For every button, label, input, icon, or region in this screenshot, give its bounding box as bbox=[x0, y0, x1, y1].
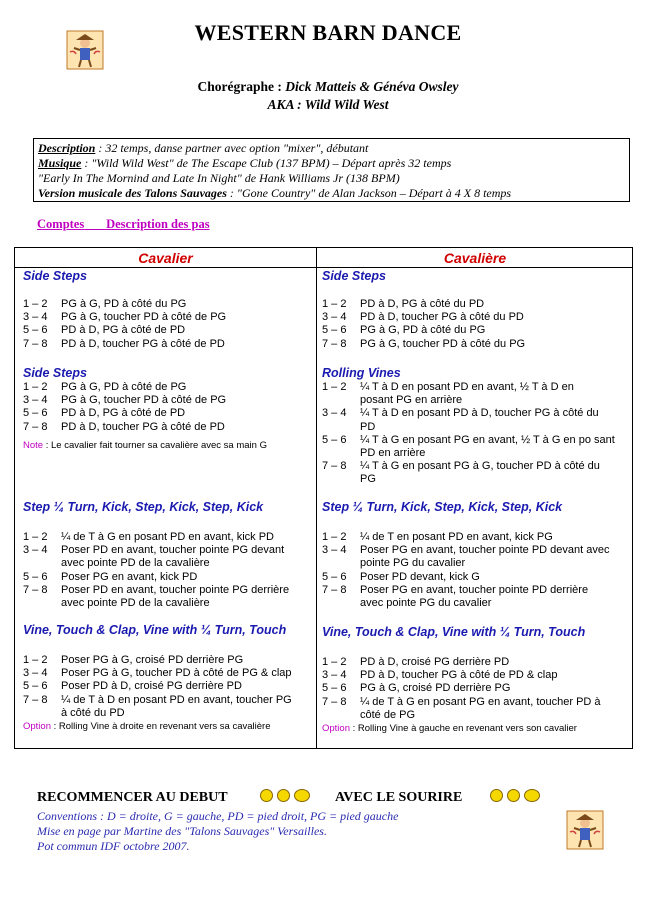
step-count: 3 – 4 bbox=[23, 311, 48, 324]
step-row bbox=[23, 394, 315, 407]
step-row bbox=[23, 694, 315, 707]
step-count: 5 – 6 bbox=[23, 570, 48, 583]
section-title: Side Steps bbox=[23, 366, 87, 380]
option-line bbox=[23, 720, 271, 733]
step-description: côté de PG bbox=[360, 708, 416, 721]
layout-credit-line: Mise en page par Martine des "Talons Sauvages" Versailles. bbox=[37, 824, 327, 838]
recommencer-text: RECOMMENCER AU DEBUT bbox=[37, 790, 228, 805]
step-count: 5 – 6 bbox=[23, 324, 48, 337]
smiley-icon bbox=[294, 789, 310, 802]
note-line bbox=[23, 439, 267, 452]
sourire-text: AVEC LE SOURIRE bbox=[335, 790, 463, 805]
step-count: 5 – 6 bbox=[322, 570, 347, 583]
step-description: Poser PG en avant, toucher pointe PD derrière bbox=[360, 583, 589, 596]
step-count bbox=[322, 421, 360, 434]
step-count bbox=[322, 709, 360, 722]
step-description: avec pointe PD de la cavalière bbox=[61, 557, 210, 570]
step-description: ¼ T à G en posant PG en avant, ½ T à G en po sant bbox=[360, 433, 615, 446]
step-count: 5 – 6 bbox=[322, 324, 347, 337]
step-description: Poser PG en avant, toucher pointe PD devant avec bbox=[360, 544, 610, 557]
choreographer-names: Dick Matteis & Généva Owsley bbox=[285, 79, 459, 94]
step-count: 3 – 4 bbox=[322, 669, 347, 682]
step-row bbox=[23, 557, 315, 570]
section-title: Side Steps bbox=[23, 269, 87, 283]
step-count bbox=[23, 557, 61, 570]
step-description: PG à G, PD à côté du PG bbox=[360, 324, 486, 337]
description-box bbox=[33, 138, 630, 202]
step-description: PD à D, PG à côté de PD bbox=[61, 407, 186, 420]
step-count bbox=[322, 473, 360, 486]
step-row bbox=[322, 571, 630, 584]
option-line bbox=[322, 722, 577, 735]
version-text: : "Gone Country" de Alan Jackson – Départ à 4 X 8 temps bbox=[226, 186, 512, 200]
step-description: PG à G, toucher PD à côté du PG bbox=[360, 337, 526, 350]
cavalier-column bbox=[23, 248, 315, 748]
description-text: : 32 temps, danse partner avec option "mixer", débutant bbox=[95, 141, 369, 155]
step-row bbox=[23, 584, 315, 597]
step-count bbox=[322, 394, 360, 407]
step-row bbox=[322, 298, 630, 311]
step-row bbox=[322, 338, 630, 351]
step-description: Poser PG à G, croisé PD derrière PG bbox=[61, 654, 244, 666]
step-description: PD à D, toucher PG à côté de PD & clap bbox=[360, 669, 558, 682]
step-count bbox=[322, 557, 360, 570]
step-row bbox=[322, 656, 630, 669]
step-count bbox=[322, 447, 360, 460]
column-divider bbox=[316, 248, 317, 748]
step-count: 7 – 8 bbox=[322, 460, 347, 473]
section-title: Step ¼ Turn, Kick, Step, Kick, Step, Kick bbox=[23, 500, 264, 514]
section-title: Step ¼ Turn, Kick, Step, Kick, Step, Kick bbox=[322, 500, 563, 514]
cavalier-header: Cavalier bbox=[138, 250, 193, 266]
aka-line: AKA : Wild Wild West bbox=[267, 97, 389, 112]
club-logo-bottom bbox=[566, 810, 604, 850]
smiley-icon bbox=[524, 789, 540, 802]
step-description: avec pointe PD de la cavalière bbox=[61, 597, 210, 609]
smiley-icon bbox=[277, 789, 290, 802]
step-count: 3 – 4 bbox=[322, 544, 347, 557]
smiley-group-left bbox=[260, 789, 310, 802]
step-description: PD à D, toucher PG à côté de PD bbox=[61, 420, 225, 433]
step-count bbox=[23, 707, 61, 720]
step-count: 3 – 4 bbox=[23, 394, 48, 407]
step-description: ¼ de T à G en posant PD en avant, kick PD bbox=[61, 531, 274, 543]
step-description: pointe PG du cavalier bbox=[360, 557, 466, 570]
step-row bbox=[322, 557, 630, 570]
step-row bbox=[322, 381, 630, 394]
step-count: 7 – 8 bbox=[322, 337, 347, 350]
step-count bbox=[23, 597, 61, 610]
smiley-icon bbox=[507, 789, 520, 802]
step-row bbox=[322, 434, 630, 447]
step-row bbox=[322, 682, 630, 695]
comptes-label: Comptes bbox=[37, 217, 85, 231]
step-description: PD à D, PG à côté de PD bbox=[61, 324, 186, 337]
step-row bbox=[322, 531, 630, 544]
step-row bbox=[322, 407, 630, 420]
step-row bbox=[23, 531, 315, 544]
step-row bbox=[23, 407, 315, 420]
step-count: 5 – 6 bbox=[322, 433, 347, 446]
smiley-icon bbox=[490, 789, 503, 802]
description-pas-label: Description des pas bbox=[106, 217, 210, 231]
step-row bbox=[23, 544, 315, 557]
step-row bbox=[322, 447, 630, 460]
step-description: PD à D, toucher PG à côté du PD bbox=[360, 311, 524, 324]
step-row bbox=[322, 324, 630, 337]
step-description: ¼ de T à G en posant PG en avant, toucher PD à bbox=[360, 695, 601, 708]
step-row bbox=[23, 311, 315, 324]
step-description: PD bbox=[360, 420, 376, 433]
step-description: ¼ T à D en posant PD à D, toucher PG à côté du bbox=[360, 407, 599, 420]
music-alt-text: "Early In The Mornind and Late In Night" de Hank Williams Jr (138 BPM) bbox=[38, 171, 400, 185]
step-row bbox=[23, 597, 315, 610]
step-row bbox=[322, 696, 630, 709]
step-row bbox=[23, 571, 315, 584]
note-text: : Le cavalier fait tourner sa cavalière avec sa main G bbox=[43, 440, 267, 451]
step-row bbox=[23, 680, 315, 693]
step-count: 7 – 8 bbox=[23, 693, 48, 706]
step-count: 1 – 2 bbox=[23, 298, 48, 310]
step-count: 5 – 6 bbox=[322, 682, 347, 695]
cavaliere-header: Cavalière bbox=[443, 250, 507, 266]
step-count: 7 – 8 bbox=[23, 583, 48, 596]
step-row bbox=[322, 669, 630, 682]
step-description: PG à G, PD à côté de PG bbox=[61, 381, 187, 393]
step-row bbox=[23, 338, 315, 351]
step-count: 1 – 2 bbox=[322, 381, 347, 393]
step-row bbox=[322, 544, 630, 557]
step-count: 7 – 8 bbox=[322, 583, 347, 596]
step-row bbox=[322, 597, 630, 610]
step-count: 1 – 2 bbox=[23, 381, 48, 393]
footer-notes bbox=[37, 809, 398, 854]
step-description: à côté du PD bbox=[61, 706, 125, 719]
step-row bbox=[322, 709, 630, 722]
step-row bbox=[23, 381, 315, 394]
description-label: Description bbox=[38, 141, 96, 155]
step-description: Poser PG à G, toucher PD à côté de PG & clap bbox=[61, 667, 292, 680]
step-description: ¼ de T en posant PD en avant, kick PG bbox=[360, 531, 553, 543]
cavaliere-column bbox=[322, 248, 630, 748]
option-label: Option bbox=[23, 721, 51, 732]
music-label: Musique bbox=[38, 156, 82, 170]
step-row bbox=[322, 473, 630, 486]
step-row bbox=[23, 324, 315, 337]
step-count bbox=[322, 597, 360, 610]
smiley-icon bbox=[260, 789, 273, 802]
step-description: PG à G, toucher PD à côté de PG bbox=[61, 394, 227, 407]
smiley-group-right bbox=[490, 789, 540, 802]
option-label: Option bbox=[322, 723, 350, 734]
step-description: posant PG en arrière bbox=[360, 394, 463, 407]
step-count: 3 – 4 bbox=[322, 407, 347, 420]
dance-title: WESTERN BARN DANCE bbox=[194, 20, 462, 45]
step-row bbox=[322, 584, 630, 597]
step-description: ¼ de T à D en posant PD en avant, toucher PG bbox=[61, 693, 292, 706]
step-row bbox=[23, 667, 315, 680]
version-label: Version musicale des Talons Sauvages bbox=[38, 186, 227, 200]
step-count: 5 – 6 bbox=[23, 680, 48, 693]
step-count: 1 – 2 bbox=[322, 656, 347, 668]
step-count: 3 – 4 bbox=[23, 667, 48, 680]
step-description: PG bbox=[360, 473, 376, 486]
step-description: Poser PD à D, croisé PG derrière PD bbox=[61, 680, 242, 693]
desc-spacer bbox=[84, 217, 106, 231]
step-row bbox=[322, 394, 630, 407]
step-count: 1 – 2 bbox=[322, 531, 347, 543]
choreographer-block bbox=[0, 78, 656, 114]
step-count: 3 – 4 bbox=[23, 544, 48, 557]
step-description: PG à G, PD à côté du PG bbox=[61, 298, 187, 310]
step-description: Poser PG en avant, kick PD bbox=[61, 570, 198, 583]
step-row bbox=[23, 298, 315, 311]
step-row bbox=[322, 460, 630, 473]
step-count: 7 – 8 bbox=[23, 337, 48, 350]
step-row bbox=[23, 654, 315, 667]
note-label: Note bbox=[23, 440, 44, 451]
step-description: Poser PD en avant, toucher pointe PG derrière bbox=[61, 583, 290, 596]
section-title: Vine, Touch & Clap, Vine with ¼ Turn, Touch bbox=[23, 623, 287, 637]
section-title: Vine, Touch & Clap, Vine with ¼ Turn, Touch bbox=[322, 625, 586, 639]
section-title: Rolling Vines bbox=[322, 366, 401, 380]
step-description: Poser PD devant, kick G bbox=[360, 570, 480, 583]
step-description: PD à D, toucher PG à côté de PD bbox=[61, 337, 225, 350]
step-row bbox=[23, 707, 315, 720]
option-text: : Rolling Vine à gauche en revenant vers son cavalier bbox=[350, 723, 577, 734]
step-count: 1 – 2 bbox=[322, 298, 347, 310]
music-text: : "Wild Wild West" de The Escape Club (137 BPM) – Départ après 32 temps bbox=[81, 156, 452, 170]
step-count: 1 – 2 bbox=[23, 654, 48, 666]
step-description: PG à G, toucher PD à côté de PG bbox=[61, 311, 227, 324]
step-description: PD à D, croisé PG derrière PD bbox=[360, 656, 510, 668]
steps-table bbox=[14, 247, 633, 749]
step-row bbox=[322, 421, 630, 434]
step-count: 1 – 2 bbox=[23, 531, 48, 543]
step-description: PD en arrière bbox=[360, 447, 426, 459]
choreographer-label: Chorégraphe : bbox=[197, 79, 282, 94]
step-description: PG à G, croisé PD derrière PG bbox=[360, 682, 511, 695]
step-count: 3 – 4 bbox=[322, 311, 347, 324]
step-description: avec pointe PG du cavalier bbox=[360, 597, 492, 609]
step-description: ¼ T à D en posant PD en avant, ½ T à D en bbox=[360, 381, 574, 393]
step-description: ¼ T à G en posant PG à G, toucher PD à côté du bbox=[360, 460, 600, 473]
conventions-line: Conventions : D = droite, G = gauche, PD = pied droit, PG = pied gauche bbox=[37, 809, 399, 823]
step-description: PD à D, PG à côté du PD bbox=[360, 298, 485, 310]
step-description: Poser PD en avant, toucher pointe PG devant bbox=[61, 544, 285, 557]
pot-commun-line: Pot commun IDF octobre 2007. bbox=[37, 839, 190, 853]
step-count: 7 – 8 bbox=[23, 420, 48, 433]
step-count: 5 – 6 bbox=[23, 407, 48, 420]
step-row bbox=[322, 311, 630, 324]
column-headers-line bbox=[37, 217, 210, 232]
section-title: Side Steps bbox=[322, 269, 386, 283]
step-row bbox=[23, 421, 315, 434]
step-count: 7 – 8 bbox=[322, 695, 347, 708]
option-text: : Rolling Vine à droite en revenant vers sa cavalière bbox=[51, 721, 271, 732]
